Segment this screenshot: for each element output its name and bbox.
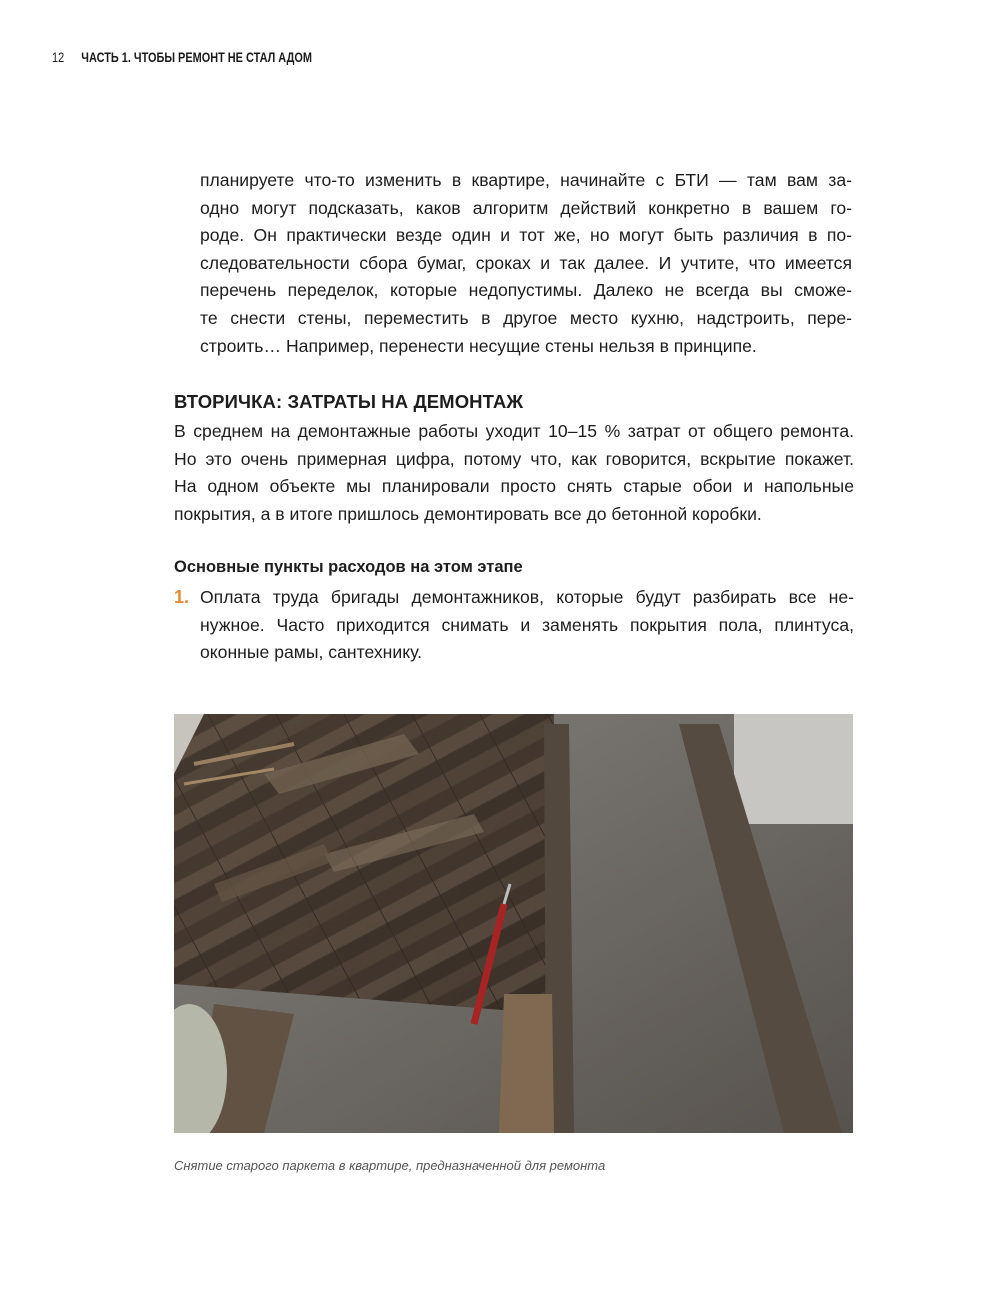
intro-paragraph	[200, 167, 852, 360]
text-line: На одном объекте мы планировали просто снять старые обои и напольные	[174, 476, 854, 497]
chapter-title: ЧАСТЬ 1. ЧТОБЫ РЕМОНТ НЕ СТАЛ АДОМ	[81, 49, 312, 65]
subsection-heading: Основные пункты расходов на этом этапе	[174, 558, 523, 576]
text-line: нужное. Часто приходится снимать и заменять покрытия пола, плинтуса,	[200, 614, 854, 635]
figure-caption: Снятие старого паркета в квартире, предназначенной для ремонта	[174, 1158, 606, 1173]
text-line: роде. Он практически везде один и тот же, но могут быть различия в по-	[200, 225, 852, 246]
parquet-removal-photo	[174, 714, 853, 1133]
text-line: Но это очень примерная цифра, потому что, как говорится, вскрытие покажет.	[174, 448, 854, 469]
text-line: строить… Например, перенести несущие стены нельзя в принципе.	[200, 335, 757, 356]
list-number: 1.	[174, 587, 190, 607]
text-line: следовательности сбора бумаг, сроках и так далее. И учтите, что имеется	[200, 252, 852, 273]
section-heading: ВТОРИЧКА: ЗАТРАТЫ НА ДЕМОНТАЖ	[174, 391, 524, 412]
list-item-text	[200, 584, 854, 667]
section-paragraph	[174, 418, 854, 528]
text-line: Оплата труда бригады демонтажников, которые будут разбирать все не-	[200, 587, 854, 607]
page-number: 12	[52, 49, 65, 65]
text-line: те снести стены, переместить в другое место кухню, надстроить, пере-	[200, 307, 852, 328]
running-head	[52, 49, 312, 65]
text-line: планируете что-то изменить в квартире, начинайте с БТИ — там вам за-	[200, 170, 852, 190]
text-line: оконные рамы, сантехнику.	[200, 642, 423, 663]
text-line: покрытия, а в итоге пришлось демонтировать все до бетонной коробки.	[174, 503, 762, 524]
text-line: одно могут подсказать, каков алгоритм действий конкретно в вашем го-	[200, 197, 852, 218]
text-line: В среднем на демонтажные работы уходит 10–15 % затрат от общего ремонта.	[174, 421, 854, 441]
text-line: перечень переделок, которые недопустимы. Далеко не всегда вы сможе-	[200, 280, 852, 301]
